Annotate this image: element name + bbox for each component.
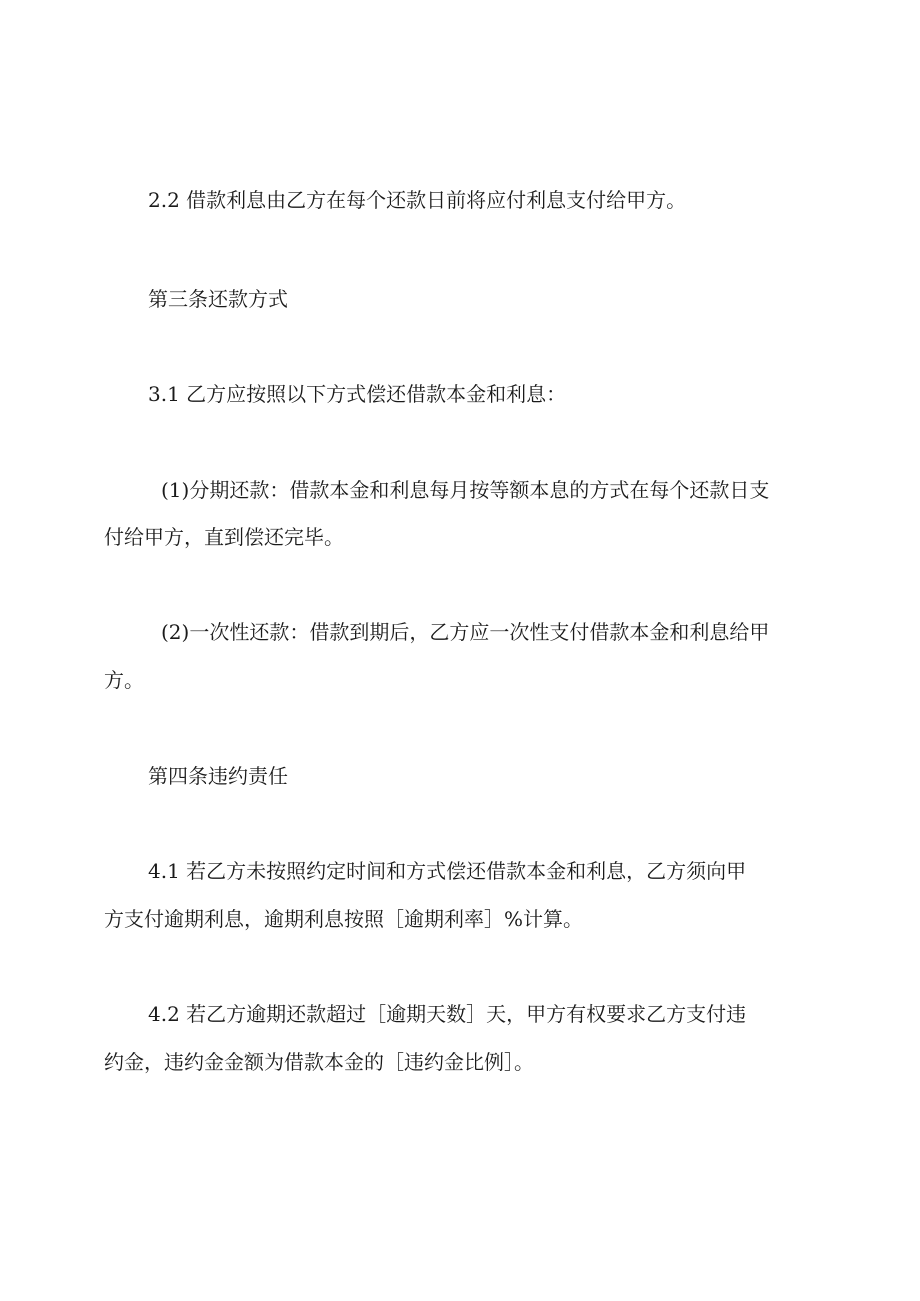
clause-2-2: 2.2 借款利息由乙方在每个还款日前将应付利息支付给甲方。: [148, 188, 687, 212]
article-4-heading: 第四条违约责任: [148, 764, 288, 788]
item-2-line-2: 方。: [104, 668, 144, 692]
item-2-line-1: (2)一次性还款：借款到期后，乙方应一次性支付借款本金和利息给甲: [161, 620, 770, 644]
item-1-line-1: (1)分期还款：借款本金和利息每月按等额本息的方式在每个还款日支: [161, 478, 770, 502]
clause-3-1: 3.1 乙方应按照以下方式偿还借款本金和利息：: [148, 382, 567, 406]
clause-4-2-line-1: 4.2 若乙方逾期还款超过［逾期天数］天，甲方有权要求乙方支付违: [148, 1002, 747, 1026]
item-1-line-2: 付给甲方，直到偿还完毕。: [104, 525, 344, 549]
clause-4-1-line-2: 方支付逾期利息，逾期利息按照［逾期利率］%计算。: [104, 907, 584, 931]
clause-4-1-line-1: 4.1 若乙方未按照约定时间和方式偿还借款本金和利息，乙方须向甲: [148, 859, 747, 883]
clause-4-2-line-2: 约金，违约金金额为借款本金的［违约金比例］。: [104, 1050, 534, 1074]
article-3-heading: 第三条还款方式: [148, 287, 288, 311]
